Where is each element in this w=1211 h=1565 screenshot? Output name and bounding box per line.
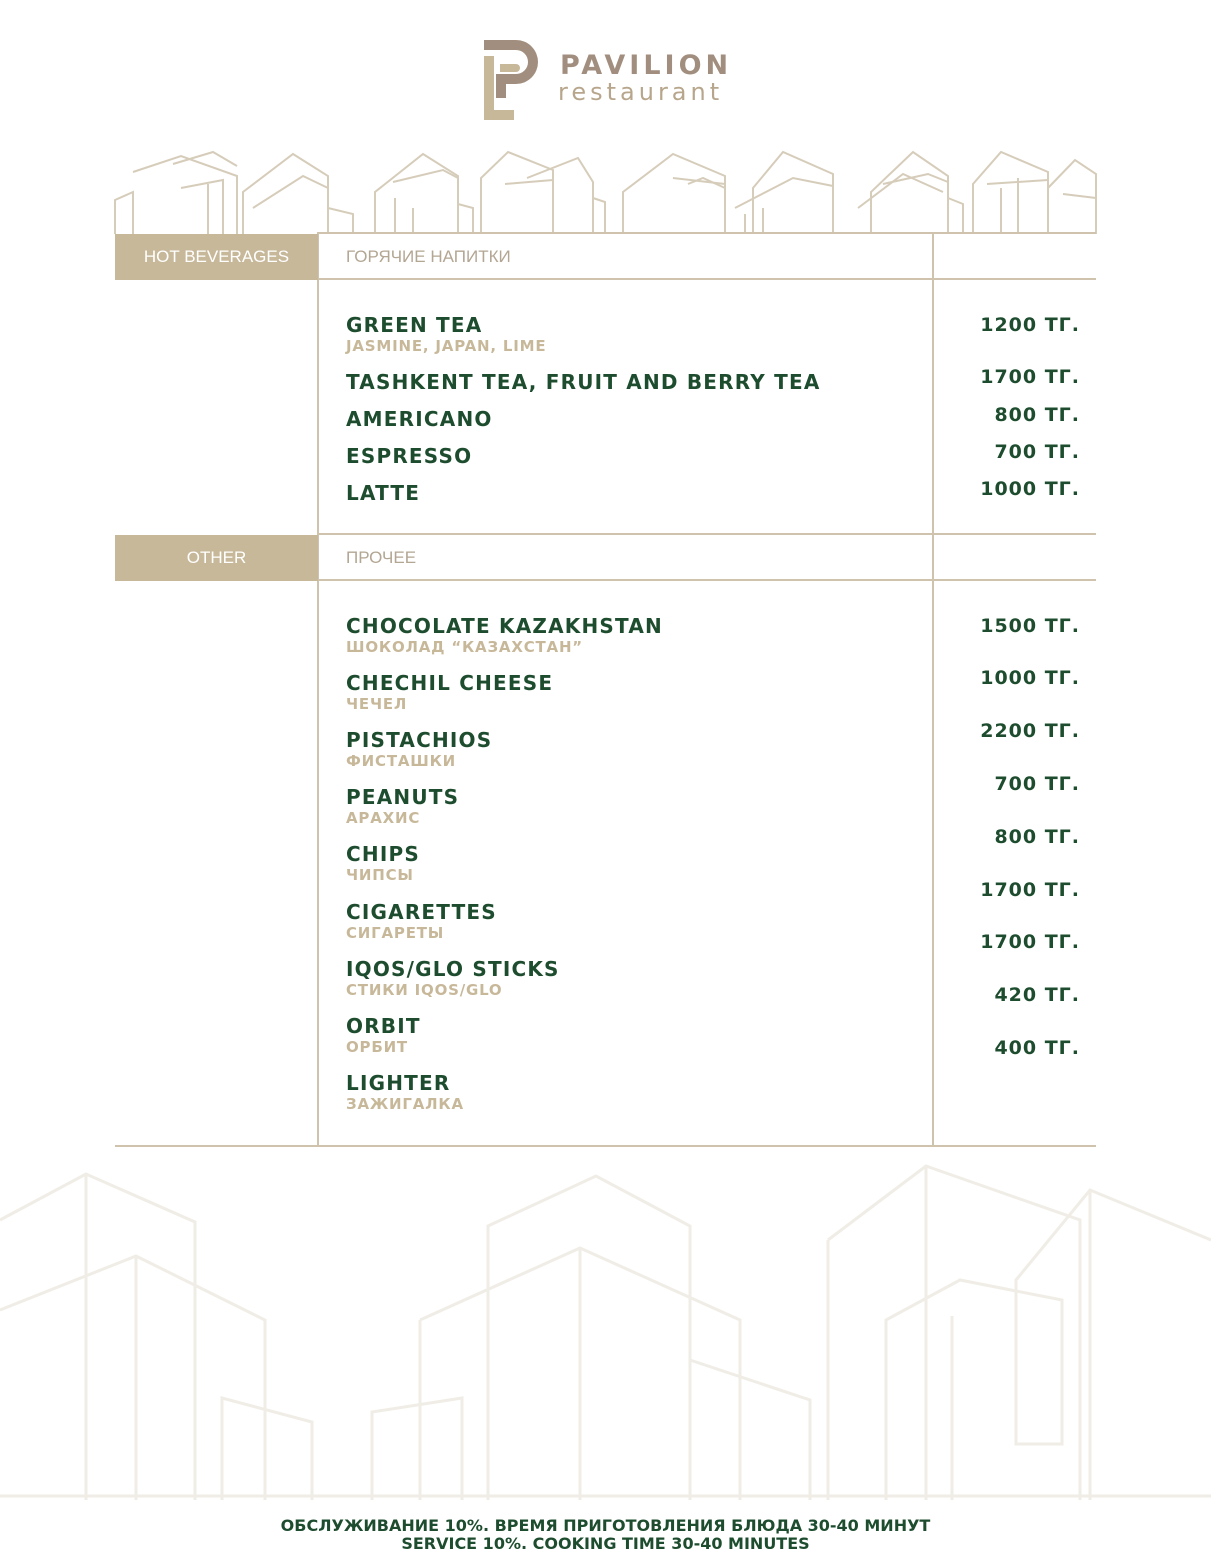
menu-item-name: IQOS/GLO STICKS: [346, 957, 560, 981]
menu-item-price: 400 ТГ.: [994, 1037, 1080, 1059]
section-label-other: OTHER: [115, 535, 318, 581]
section-divider-line: [318, 533, 1096, 535]
section-subtitle-ru: ПРОЧЕЕ: [346, 548, 417, 567]
brand-name: PAVILION: [560, 50, 733, 81]
menu-item-name: CHECHIL CHEESE: [346, 671, 554, 695]
footer-service-en: SERVICE 10%. COOKING TIME 30-40 MINUTES: [401, 1534, 810, 1553]
skyline-decoration-icon: [113, 148, 1098, 236]
menu-item-price: 700 ТГ.: [994, 773, 1080, 795]
section-label-hot-beverages: HOT BEVERAGES: [115, 234, 318, 280]
menu-item-sub: ШОКОЛАД “КАЗАХСТАН”: [346, 638, 583, 656]
menu-item-name: CHOCOLATE KAZAKHSTAN: [346, 614, 663, 638]
menu-item-sub: ЧЕЧЕЛ: [346, 695, 408, 713]
buildings-watermark-icon: [0, 1160, 1211, 1500]
footer-service-ru: ОБСЛУЖИВАНИЕ 10%. ВРЕМЯ ПРИГОТОВЛЕНИЯ БЛЮДА 30-40 МИНУТ: [280, 1516, 931, 1535]
menu-item-price: 420 ТГ.: [994, 984, 1080, 1006]
menu-item-price: 800 ТГ.: [994, 826, 1080, 848]
menu-item-price: 1000 ТГ.: [980, 478, 1080, 500]
menu-item-sub: ФИСТАШКИ: [346, 752, 457, 770]
section-header-line: [318, 579, 1096, 581]
menu-item-name: TASHKENT TEA, FRUIT AND BERRY TEA: [346, 370, 821, 394]
menu-item-price: 1000 ТГ.: [980, 667, 1080, 689]
table-left-divider: [317, 232, 319, 1147]
menu-item-sub: СТИКИ IQOS/GLO: [346, 981, 503, 999]
table-bottom-line: [115, 1145, 1096, 1147]
menu-item-name: LATTE: [346, 481, 421, 505]
menu-item-price: 1500 ТГ.: [980, 615, 1080, 637]
menu-item-name: ESPRESSO: [346, 444, 473, 468]
menu-item-sub: ЗАЖИГАЛКА: [346, 1095, 464, 1113]
table-price-divider: [932, 232, 934, 1147]
section-subtitle-ru: ГОРЯЧИЕ НАПИТКИ: [346, 247, 511, 266]
menu-item-name: LIGHTER: [346, 1071, 451, 1095]
menu-item-name: ORBIT: [346, 1014, 421, 1038]
menu-item-sub: АРАХИС: [346, 809, 421, 827]
menu-item-sub: СИГАРЕТЫ: [346, 924, 445, 942]
menu-item-price: 1200 ТГ.: [980, 314, 1080, 336]
menu-item-price: 700 ТГ.: [994, 441, 1080, 463]
menu-item-price: 1700 ТГ.: [980, 879, 1080, 901]
menu-item-name: PISTACHIOS: [346, 728, 493, 752]
menu-item-sub: ЧИПСЫ: [346, 866, 414, 884]
menu-item-price: 1700 ТГ.: [980, 931, 1080, 953]
menu-item-price: 1700 ТГ.: [980, 366, 1080, 388]
menu-item-sub: JASMINE, JAPAN, LIME: [346, 337, 547, 355]
menu-item-price: 2200 ТГ.: [980, 720, 1080, 742]
menu-item-name: PEANUTS: [346, 785, 460, 809]
menu-item-price: 800 ТГ.: [994, 404, 1080, 426]
menu-item-name: GREEN TEA: [346, 313, 483, 337]
menu-item-sub: ОРБИТ: [346, 1038, 408, 1056]
brand-tagline: restaurant: [558, 78, 724, 106]
menu-item-name: CHIPS: [346, 842, 420, 866]
menu-item-name: AMERICANO: [346, 407, 493, 431]
menu-item-name: CIGARETTES: [346, 900, 497, 924]
